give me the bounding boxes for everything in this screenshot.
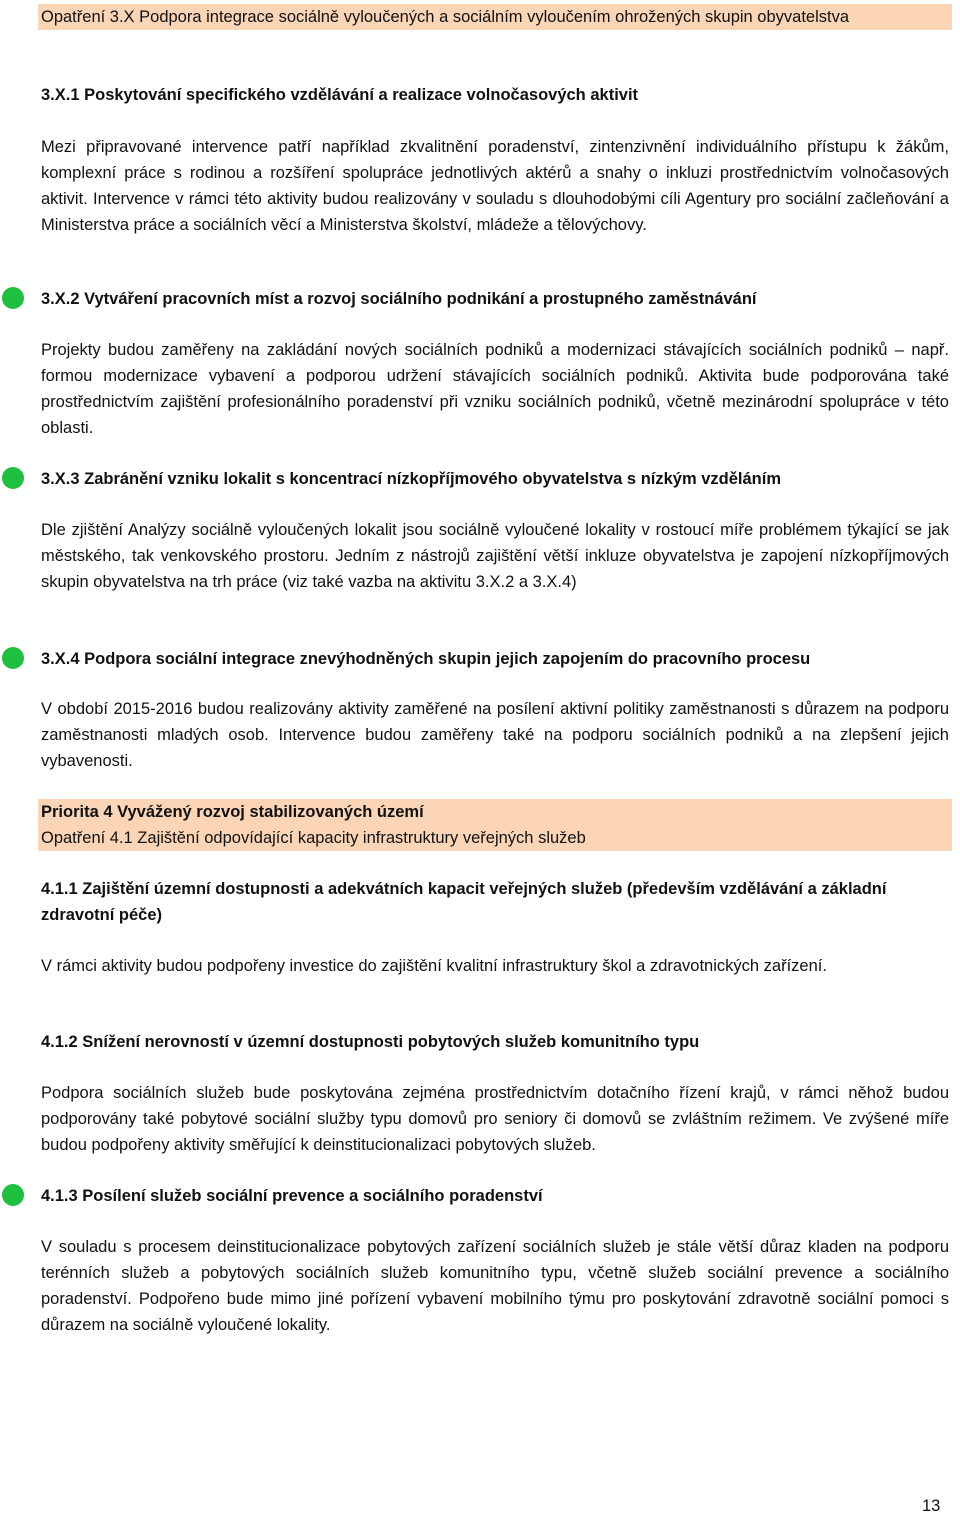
section-heading-411: 4.1.1 Zajištění územní dostupnosti a adekvátních kapacit veřejných služeb (především vzdělávání a základní zdravotní péče) (41, 880, 887, 924)
section-text-412: Podpora sociálních služeb bude poskytována zejména prostřednictvím dotačního řízení krajů, v rámci něhož budou podporovány také pobytové sociální služby typu domovů pro seniory či domovů se zvláštním režimem. Ve zvýšené míře budou podpořeny aktivity směřující k deinstitucionalizaci pobytových služeb. (41, 1084, 949, 1154)
section-text-3x4: V období 2015-2016 budou realizovány aktivity zaměřené na posílení aktivní politiky zaměstnanosti s důrazem na podporu zaměstnanosti mladých osob. Intervence budou zaměřeny také na podporu sociálních podniků a na zlepšení jejich vybavenosti. (41, 700, 949, 770)
section-heading-3x1: 3.X.1 Poskytování specifického vzdělávání a realizace volnočasových aktivit (41, 86, 639, 104)
measure-header-band (38, 4, 952, 30)
green-dot-marker (2, 647, 24, 669)
section-text-413: V souladu s procesem deinstitucionalizace pobytových zařízení sociálních služeb je stále větší důraz kladen na podporu terénních služeb a pobytových sociálních služeb komunitního typu, včetně služeb sociální prevence a sociálního poradenství. Podpořeno bude mimo jiné pořízení vybavení mobilního týmu pro poskytování zdravotně sociální pomoci s důrazem na sociálně vyloučené lokality. (41, 1238, 949, 1334)
section-heading-3x2: 3.X.2 Vytváření pracovních míst a rozvoj sociálního podnikání a prostupného zaměstnávání (41, 290, 757, 308)
section-heading-3x4: 3.X.4 Podpora sociální integrace znevýhodněných skupin jejich zapojením do pracovního procesu (41, 650, 811, 668)
green-dot-marker (2, 467, 24, 489)
section-heading-412: 4.1.2 Snížení nerovností v územní dostupnosti pobytových služeb komunitního typu (41, 1033, 700, 1051)
priority-measure: Opatření 4.1 Zajištění odpovídající kapacity infrastruktury veřejných služeb (41, 829, 586, 847)
section-heading-3x3: 3.X.3 Zabránění vzniku lokalit s koncentrací nízkopříjmového obyvatelstva s nízkým vzděláním (41, 470, 781, 488)
priority-title: Priorita 4 Vyvážený rozvoj stabilizovaných území (41, 803, 424, 821)
page-number: 13 (922, 1497, 941, 1515)
section-text-3x1: Mezi připravované intervence patří například zkvalitnění poradenství, zintenzivnění individuálního přístupu k žákům, komplexní práce s rodinou a rozšíření spolupráce jednotlivých aktérů a snahy o inkluzi prostřednictvím volnočasových aktivit. Intervence v rámci této aktivity budou realizovány v souladu s dlouhodobými cíli Agentury pro sociální začleňování a Ministerstva práce a sociálních věcí a Ministerstva školství, mládeže a tělovýchovy. (41, 138, 949, 234)
section-heading-413: 4.1.3 Posílení služeb sociální prevence a sociálního poradenství (41, 1187, 543, 1205)
green-dot-marker (2, 287, 24, 309)
section-text-3x2: Projekty budou zaměřeny na zakládání nových sociálních podniků a modernizaci stávajících sociálních podniků – např. formou modernizace vybavení a podporou udržení stávajících sociálních podniků. Aktivita bude podporována také prostřednictvím zajištění profesionálního poradenství při vzniku sociálních podniků, včetně mezinárodní spolupráce v této oblasti. (41, 341, 949, 437)
measure-title: Opatření 3.X Podpora integrace sociálně vyloučených a sociálním vyloučením ohrožených skupin obyvatelstva (41, 8, 850, 26)
section-text-3x3: Dle zjištění Analýzy sociálně vyloučených lokalit jsou sociálně vyloučené lokality v rostoucí míře problémem týkající se jak městského, tak venkovského prostoru. Jedním z nástrojů zajištění větší inkluze obyvatelstva je zapojení nízkopříjmových skupin obyvatelstva na trh práce (viz také vazba na aktivitu 3.X.2 a 3.X.4) (41, 521, 949, 591)
section-text-411: V rámci aktivity budou podpořeny investice do zajištění kvalitní infrastruktury škol a zdravotnických zařízení. (41, 957, 827, 975)
green-dot-marker (2, 1184, 24, 1206)
priority-band (38, 799, 952, 851)
